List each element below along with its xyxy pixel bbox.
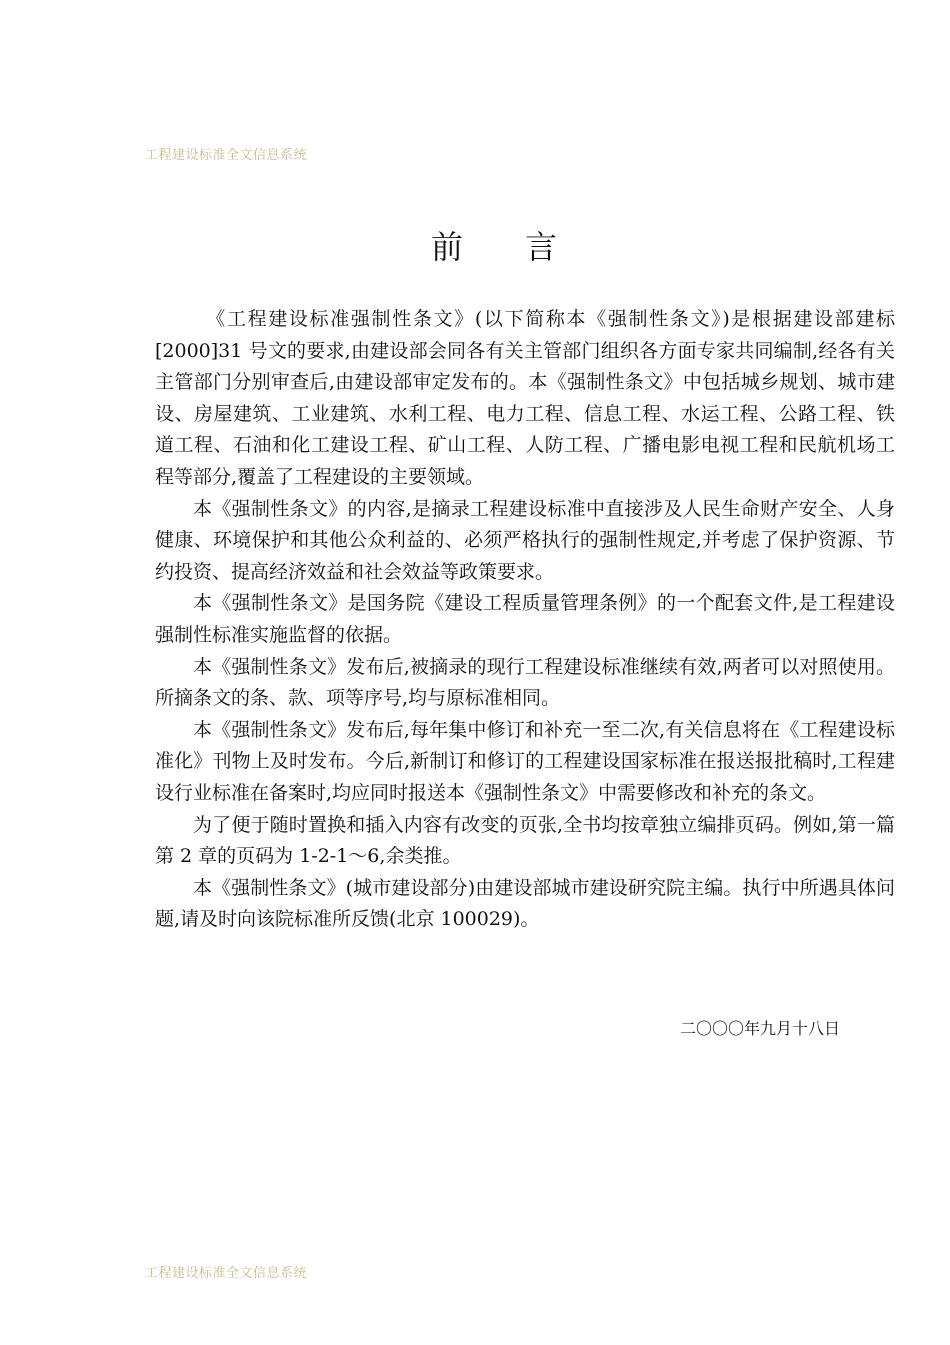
paragraph-6: 为了便于随时置换和插入内容有改变的页张,全书均按章独立编排页码。例如,第一篇第 2 章的页码为 1-2-1～6,余类推。: [155, 813, 895, 868]
paragraph-2: 本《强制性条文》的内容,是摘录工程建设标准中直接涉及人民生命财产安全、人身健康、环境保护和其他公众利益的、必须严格执行的强制性规定,并考虑了保护资源、节约投资、提高经济效益和社会效益等政策要求。: [155, 497, 895, 583]
paragraph-4: 本《强制性条文》发布后,被摘录的现行工程建设标准继续有效,两者可以对照使用。所摘条文的条、款、项等序号,均与原标准相同。: [155, 655, 895, 710]
watermark-header: 工程建设标准全文信息系统: [145, 148, 308, 163]
watermark-footer: 工程建设标准全文信息系统: [145, 1266, 308, 1281]
paragraph-7: 本《强制性条文》(城市建设部分)由建设部城市建设研究院主编。执行中所遇具体问题,请及时向该院标准所反馈(北京 100029)。: [155, 876, 895, 931]
page-title: 前言: [430, 228, 619, 266]
paragraph-3: 本《强制性条文》是国务院《建设工程质量管理条例》的一个配套文件,是工程建设强制性标准实施监督的依据。: [155, 592, 895, 646]
date-signature: 二〇〇〇年九月十八日: [680, 1019, 841, 1038]
paragraph-1: 《工程建设标准强制性条文》(以下简称本《强制性条文》)是根据建设部建标[2000]31 号文的要求,由建设部会同各有关主管部门组织各方面专家共同编制,经各有关主管部门分别审查后,由建设部审定发布的。本《强制性条文》中包括城乡规划、城市建设、房屋建筑、工业建筑、水利工程、电力工程、信息工程、水运工程、公路工程、铁道工程、石油和化工建设工程、矿山工程、人防工程、广播电影电视工程和民航机场工程等部分,覆盖了工程建设的主要领域。: [155, 308, 895, 488]
preface-body: [155, 304, 895, 936]
paragraph-5: 本《强制性条文》发布后,每年集中修订和补充一至二次,有关信息将在《工程建设标准化》刊物上及时发布。今后,新制订和修订的工程建设国家标准在报送报批稿时,工程建设行业标准在备案时,均应同时报送本《强制性条文》中需要修改和补充的条文。: [155, 718, 895, 804]
